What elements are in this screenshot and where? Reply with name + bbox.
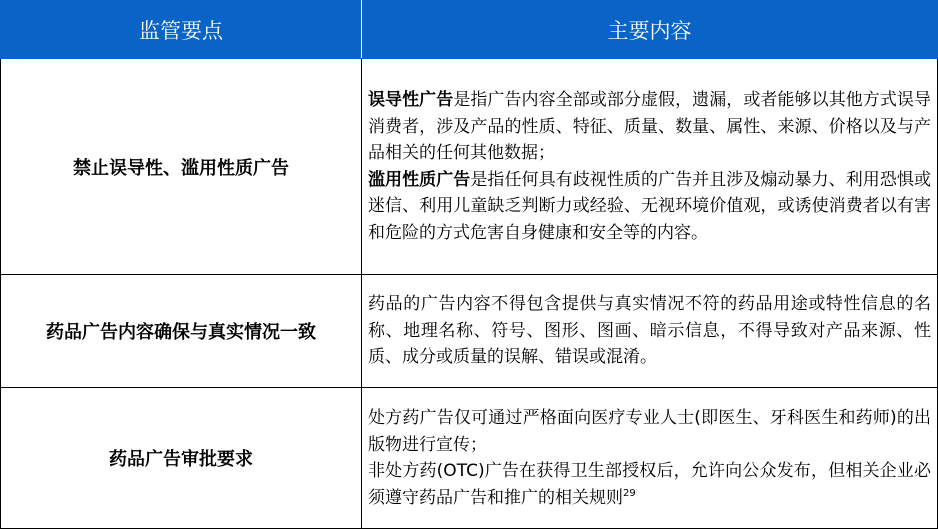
content-paragraph [368,167,931,247]
header-main-content: 主要内容 [362,1,938,59]
content-paragraph [368,87,931,167]
content-line-text: 非处方药(OTC)广告在获得卫生部授权后，允许向公众发布，但相关企业必须遵守药品广告和推广的相关规则 [368,461,931,508]
footnote-marker[interactable]: 29 [623,487,636,499]
main-content-cell [362,59,938,275]
table-row [1,59,938,275]
main-content-cell [362,388,938,529]
content-line [368,458,931,511]
regulatory-point-cell: 禁止误导性、滥用性质广告 [1,59,362,275]
defined-term: 误导性广告 [368,90,454,110]
content-line: 处方药广告仅可通过严格面向医疗专业人士(即医生、牙科医生和药师)的出版物进行宣传； [368,408,931,455]
definition-text: 是指任何具有歧视性质的广告并且涉及煽动暴力、利用恐惧或迷信、利用儿童缺乏判断力或经验、无视环境价值观，或诱使消费者以有害和危险的方式危害自身健康和安全等的内容。 [368,169,931,243]
definition-text: 是指广告内容全部或部分虚假，遗漏，或者能够以其他方式误导消费者，涉及产品的性质、特征、质量、数量、属性、来源、价格以及与产品相关的任何其他数据； [368,90,931,163]
table-header-row [1,1,938,59]
main-content-cell: 药品的广告内容不得包含提供与真实情况不符的药品用途或特性信息的名称、地理名称、符号、图形、图画、暗示信息，不得导致对产品来源、性质、成分或质量的误解、错误或混淆。 [362,275,938,388]
regulatory-point-cell: 药品广告内容确保与真实情况一致 [1,275,362,388]
defined-term: 滥用性质广告 [368,169,471,190]
regulatory-point-cell: 药品广告审批要求 [1,388,362,529]
table-row [1,275,938,388]
header-regulatory-point: 监管要点 [1,1,362,59]
table-row [1,388,938,529]
